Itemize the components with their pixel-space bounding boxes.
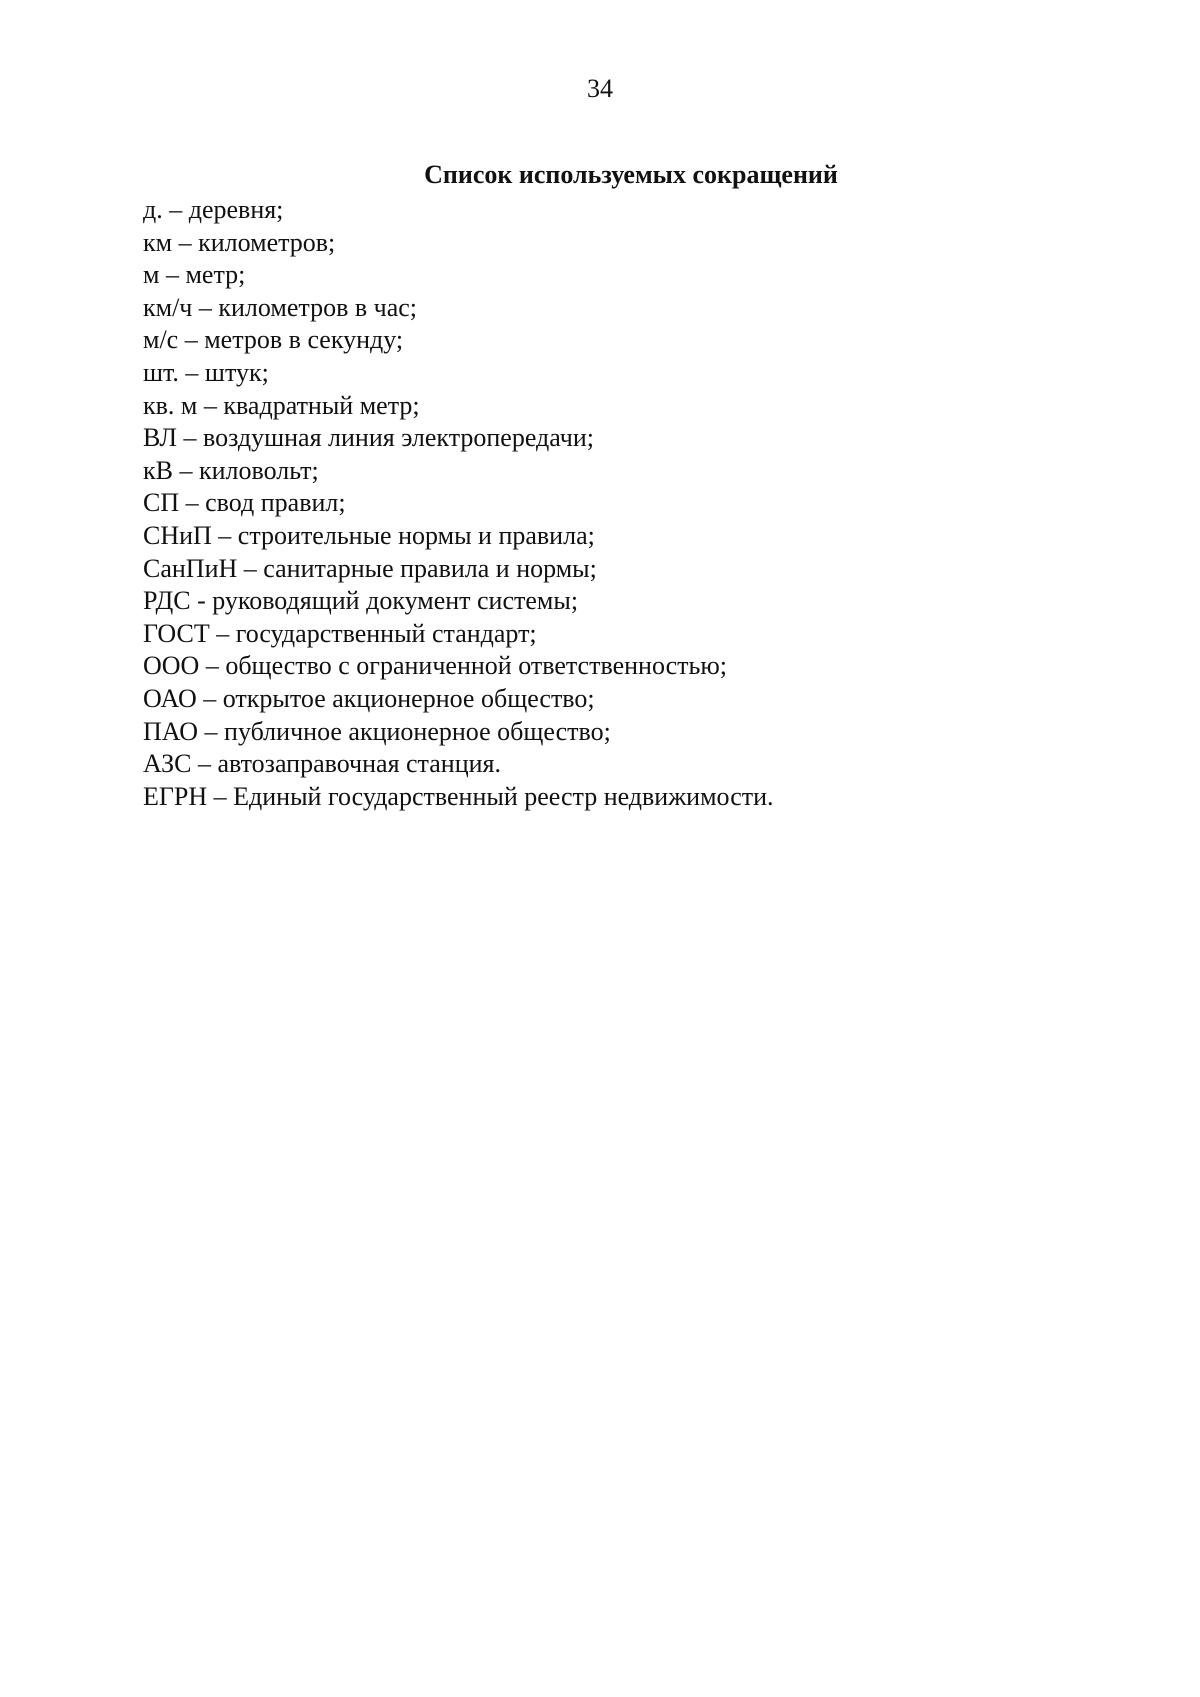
abbreviation-item: СанПиН – санитарные правила и нормы; <box>143 553 597 583</box>
abbreviation-item: АЗС – автозаправочная станция. <box>143 749 501 779</box>
abbreviation-item: ООО – общество с ограниченной ответственностью; <box>143 651 728 681</box>
abbreviation-item: СНиП – строительные нормы и правила; <box>143 520 595 550</box>
abbreviation-item: км/ч – километров в час; <box>143 292 418 322</box>
page-number: 34 <box>587 74 613 103</box>
abbreviation-item: шт. – штук; <box>143 357 269 387</box>
abbreviation-list <box>143 194 1103 813</box>
abbreviation-item: ЕГРН – Единый государственный реестр недвижимости. <box>143 781 774 811</box>
abbreviation-item: ОАО – открытое акционерное общество; <box>143 683 595 713</box>
abbreviation-item: ВЛ – воздушная линия электропередачи; <box>143 423 594 453</box>
section-title: Список используемых сокращений <box>424 160 838 189</box>
abbreviation-item: ГОСТ – государственный стандарт; <box>143 618 537 648</box>
abbreviation-item: км – километров; <box>143 227 336 257</box>
abbreviation-item: кВ – киловольт; <box>143 455 319 485</box>
abbreviation-item: м/с – метров в секунду; <box>143 325 404 355</box>
abbreviation-item: кв. м – квадратный метр; <box>143 390 420 420</box>
abbreviation-item: СП – свод правил; <box>143 488 346 518</box>
abbreviation-item: ПАО – публичное акционерное общество; <box>143 716 611 746</box>
abbreviation-item: РДС - руководящий документ системы; <box>143 586 579 616</box>
abbreviation-item: д. – деревня; <box>143 195 284 224</box>
abbreviation-item: м – метр; <box>143 260 246 290</box>
